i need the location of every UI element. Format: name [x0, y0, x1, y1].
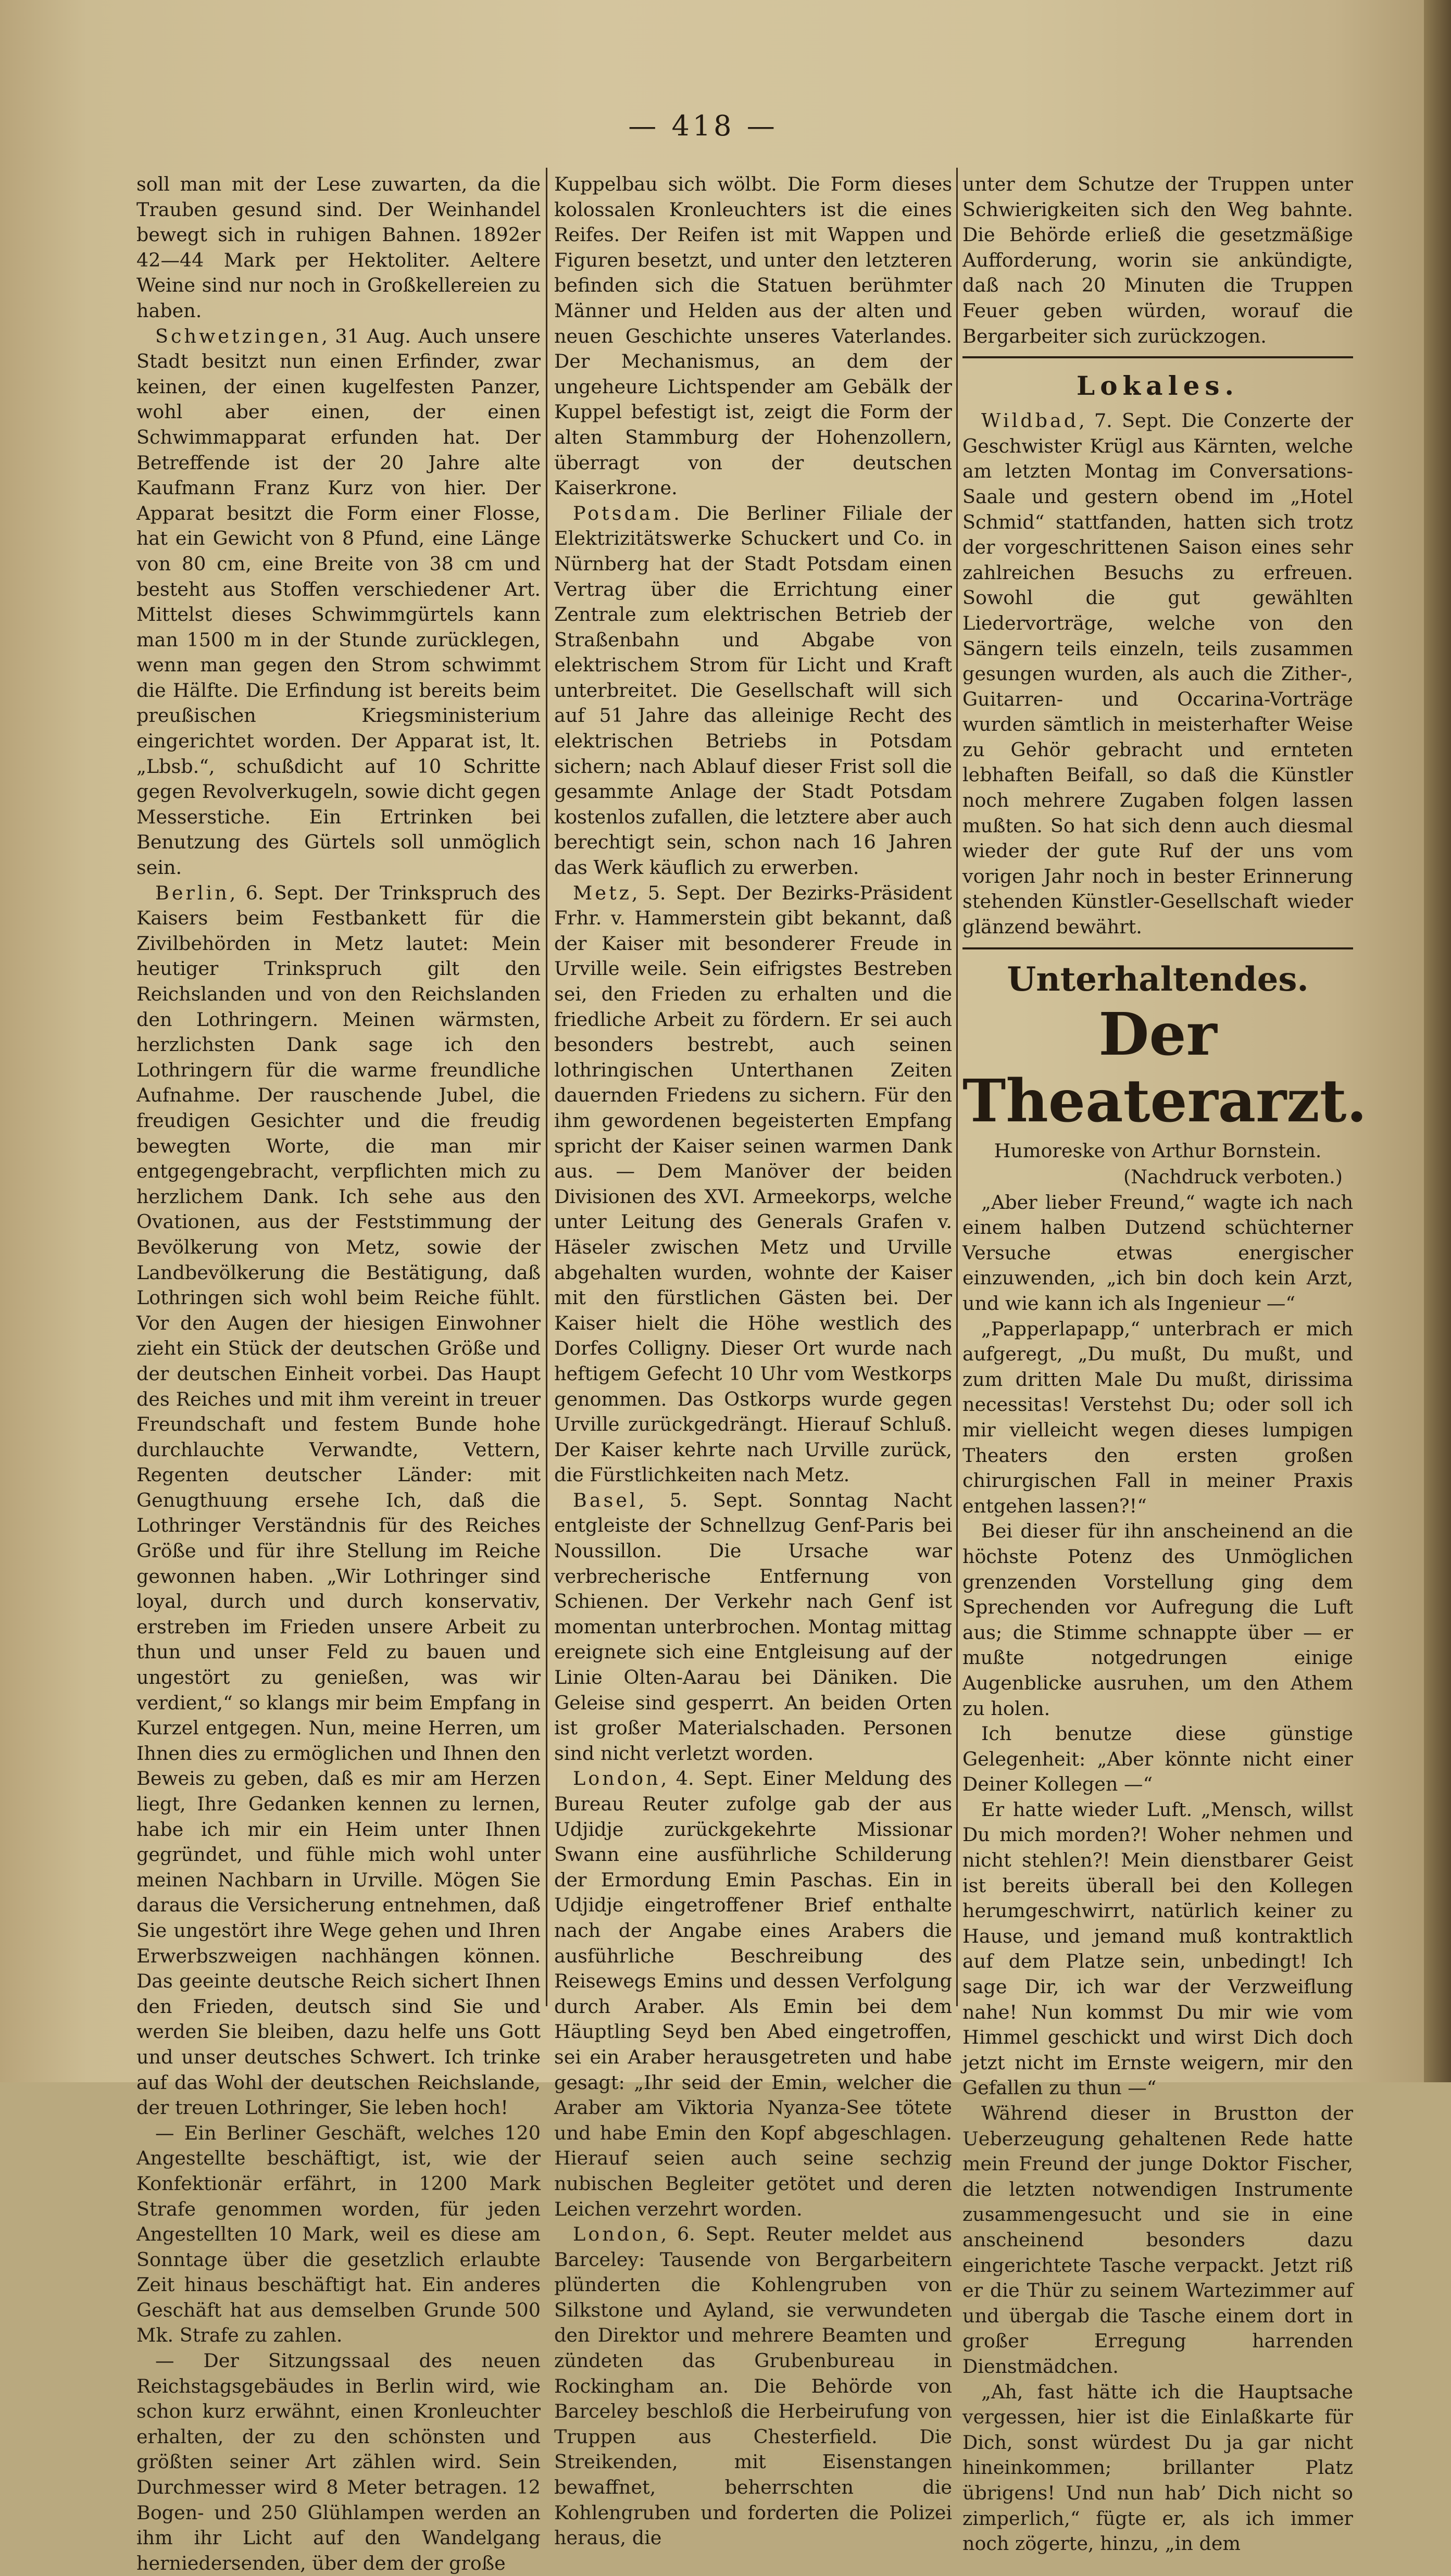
paragraph-basel: [554, 1488, 952, 1767]
section-heading-lokales: Lokales.: [1077, 370, 1239, 402]
dateline-city: London: [573, 1767, 661, 1790]
paragraph-text: , 6. Sept. Der Trinkspruch des Kaisers beim Festbankett für die Zivilbehörden in Metz lautet: Mein heutiger Trinkspruch gilt den Reichslanden und von den Reichslanden den Lothringern. Meinen wärmsten, herzlichsten Dank sage ich den Lothringern für die warme freundliche Aufnahme. Der rauschende Jubel, die freudigen Gesichter und die freudig bewegten Worte, die man mir entgegengebracht, verpflichten mich zu herzlichem Dank. Ich sehe aus den Ovationen, aus der Feststimmung der Bevölkerung von Metz, sowie der Landbevölkerung die Bestätigung, daß Lothringen sich wohl beim Reiche fühlt. Vor den Augen der hiesigen Einwohner zieht ein Stück der deutschen Größe und der deutschen Einheit vorbei. Das Haupt des Reiches und mit ihm vereint in treuer Freundschaft und festem Bunde hohe durchlauchte Verwandte, Vettern, Regenten deutscher Länder: mit Genugthuung ersehe Ich, daß die Lothringer Verständnis für des Reiches Größe und für ihre Stellung im Reiche gewonnen haben. „Wir Lothringer sind loyal, durch und durch konservativ, erstreben im Frieden unsere Arbeit zu thun und unser Feld zu bauen und ungestört zu genießen, was wir verdient,“ so klangs mir beim Empfang in Kurzel entgegen. Nun, meine Herren, um Ihnen dies zu ermöglichen und Ihnen den Beweis zu geben, daß es mir am Herzen liegt, Ihre Gedanken kennen zu lernen, habe ich mir ein Heim unter Ihnen gegründet, und fühle mich wohl unter meinen Nachbarn in Urville. Mögen Sie daraus die Versicherung entnehmen, daß Sie ungestört ihre Wege gehen und Ihren Erwerbszweigen nachhängen können. Das geeinte deutsche Reich sichert Ihnen den Frieden, deutsch sind Sie und werden Sie bleiben, dazu helfe uns Gott und unser deutsches Schwert. Ich trinke auf das Wohl der deutschen Reichslande, der treuen Lothringer, Sie leben hoch!: [136, 881, 541, 2119]
paragraph-schwetzingen: [136, 324, 541, 881]
paragraph-berlin-toast: [136, 881, 541, 2121]
dateline-city: Schwetzingen: [155, 324, 322, 347]
paragraph-text: , 6. Sept. Reuter meldet aus Barceley: Tausende von Bergarbeitern plünderten die Kohlengruben von Silkstone und Ayland, sie verwundeten den Direktor und mehrere Beamten und zündeten das Grubenbureau in Rockingham an. Die Behörde von Barceley beschloß die Herbeirufung von Truppen aus Chesterfield. Die Streikenden, mit Eisenstangen bewaffnet, beherrschten die Kohlengruben und forderten die Polizei heraus, die: [554, 2223, 952, 2549]
column-rule-2: [956, 168, 958, 2006]
column-rule-1: [546, 168, 547, 2006]
paragraph-text: , 7. Sept. Die Conzerte der Geschwister Krügl aus Kärnten, welche am letzten Montag im Conversations-Saale und gestern obend im „Hotel Schmid“ stattfanden, hatten sich trotz der vorgeschrittenen Saison eines sehr zahlreichen Besuchs zu erfreuen. Sowohl die gut gewählten Liedervorträge, welche von den Sängern teils einzeln, teils zusammen gesungen wurden, als auch die Zither-, Guitarren- und Occarina-Vorträge wurden sämtlich in meisterhafter Weise zu Gehör gebracht und ernteten lebhaften Beifall, so daß die Künstler noch mehrere Zugaben folgen lassen mußten. So hat sich denn auch diesmal wieder der gute Ruf der uns vom vorigen Jahr noch in bester Erinnerung stehenden Künstler-Gesellschaft wieder glänzend bewährt.: [962, 409, 1353, 939]
story-paragraph: „Ah, fast hätte ich die Hauptsache vergessen, hier ist die Einlaßkarte für Dich, sonst würdest Du ja gar nicht hineinkommen; brillanter Platz übrigens! Und nun hab’ Dich nicht so zimperlich,“ fügte er, als ich immer noch zögerte, hinzu, „in dem: [962, 2380, 1353, 2555]
dateline-city: Metz: [573, 881, 632, 904]
article-byline: Humoreske von Arthur Bornstein.: [994, 1139, 1322, 1162]
section-divider: [962, 947, 1353, 949]
paragraph-text: , 5. Sept. Sonntag Nacht entgleiste der Schnellzug Genf-Paris bei Noussillon. Die Ursache war verbrecherische Entfernung von Schienen. Der Verkehr nach Genf ist momentan unterbrochen. Montag mittag ereignete sich eine Entgleisung auf der Linie Olten-Aarau bei Däniken. Die Geleise sind gesperrt. An beiden Orten ist großer Materialschaden. Personen sind nicht verletzt worden.: [554, 1489, 952, 1765]
section-heading-unterhaltendes: Unterhaltendes.: [1007, 959, 1309, 999]
dateline-city: London: [573, 2223, 661, 2246]
paragraph-wildbad: [962, 408, 1353, 940]
dateline-city: Wildbad: [981, 409, 1079, 432]
paragraph-chandelier-cont: Kuppelbau sich wölbt. Die Form dieses kolossalen Kronleuchters ist die eines Reifes. Der Reifen ist mit Wappen und Figuren besetzt, und unter den letzteren befinden sich die Statuen berühmter Männer und Helden aus der alten und neuen Geschichte unseres Vaterlandes. Der Mechanismus, an dem der ungeheure Lichtspender am Gebälk der Kuppel befestigt ist, zeigt die Form der alten Stammburg der Hohenzollern, überragt von der deutschen Kaiserkrone.: [554, 173, 952, 499]
story-paragraph: Bei dieser für ihn anscheinend an die höchste Potenz des Unmöglichen grenzenden Vorstellung ging dem Sprechenden vor Aufregung die Luft aus; die Stimme schnappte über — er mußte notgedrungen einige Augenblicke ausruhen, um den Athem zu holen.: [962, 1520, 1353, 1720]
paragraph-text: . Die Berliner Filiale der Elektrizitätswerke Schuckert und Co. in Nürnberg hat der Stadt Potsdam einen Vertrag über die Errichtung einer Zentrale zum elektrischen Betrieb der Straßenbahn und Abgabe von elektrischem Strom für Licht und Kraft unterbreitet. Die Gesellschaft will sich auf 51 Jahre das alleinige Recht des elektrischen Betriebs in Potsdam sichern; nach Ablauf dieser Frist soll die gesammte Anlage der Stadt Potsdam kostenlos zufallen, die letztere aber auch berechtigt sein, schon nach 16 Jahren das Werk käuflich zu erwerben.: [554, 502, 952, 879]
paragraph-text: , 5. Sept. Der Bezirks-Präsident Frhr. v. Hammerstein gibt bekannt, daß der Kaiser mit besonderer Freude in Urville weile. Sein eifrigstes Bestreben sei, den Frieden zu erhalten und die friedliche Arbeit zu fördern. Er sei auch besonders bestrebt, auch seinen lothringischen Unterthanen Zeiten dauernden Friedens zu sichern. Für den ihm gewordenen begeisterten Empfang spricht der Kaiser seinen warmen Dank aus. — Dem Manöver der beiden Divisionen des XVI. Armeekorps, welche unter Leitung des Generals Grafen v. Häseler zwischen Metz und Urville abgehalten wurden, wohnte der Kaiser mit den fürstlichen Gästen bei. Der Kaiser hielt die Höhe westlich des Dorfes Colligny. Dieser Ort wurde nach heftigem Gefecht 10 Uhr vom Westkorps genommen. Das Ostkorps wurde gegen Urville zurückgedrängt. Hierauf Schluß. Der Kaiser kehrte nach Urville zurück, die Fürstlichkeiten nach Metz.: [554, 881, 952, 1486]
page-number: — 418 —: [628, 109, 778, 142]
paragraph-text: , 4. Sept. Einer Meldung des Bureau Reuter zufolge gab der aus Udjidje zurückgekehrte Missionar Swann eine ausführliche Schilderung der Ermordung Emin Paschas. Ein in Udjidje eingetroffener Brief enthalte nach der Angabe eines Arabers die ausführliche Beschreibung des Reisewegs Emins und dessen Verfolgung durch Araber. Als Emin bei dem Häuptling Seyd ben Abed eingetroffen, sei ein Araber herausgetreten und habe gesagt: „Ihr seid der Emin, welcher die Araber am Viktoria Nyanza-See tötete und habe Emin den Kopf abgeschlagen. Hierauf seien auch seine sechzig nubischen Begleiter getötet und deren Leichen verzehrt worden.: [554, 1767, 952, 2220]
section-divider: [962, 356, 1353, 358]
paragraph-london-emin: [554, 1766, 952, 2222]
story-paragraph: Während dieser in Brustton der Ueberzeugung gehaltenen Rede hatte mein Freund der junge Doktor Fischer, die letzten notwendigen Instrumente zusammengesucht und sie in eine anscheinend besonders dazu eingerichtete Tasche verpackt. Jetzt riß er die Thür zu seinem Wartezimmer auf und übergab die Tasche einem dort in großer Erregung harrenden Dienstmädchen.: [962, 2102, 1353, 2378]
dateline-city: Basel: [573, 1489, 639, 1511]
article-title: Der Theaterarzt.: [962, 1000, 1367, 1135]
paragraph-miners-cont: unter dem Schutze der Truppen unter Schwierigkeiten sich den Weg bahnte. Die Behörde erließ die gesetzmäßige Aufforderung, worin sie ankündigte, daß nach 20 Minuten die Truppen Feuer geben würden, worauf die Bergarbeiter sich zurückzogen.: [962, 173, 1353, 347]
story-paragraph: „Papperlapapp,“ unterbrach er mich aufgeregt, „Du mußt, Du mußt, und zum dritten Male Du mußt, dirissima necessitas! Verstehst Du; oder soll ich mir vielleicht wegen dieses lumpigen Theaters den ersten großen chirurgischen Fall in meiner Praxis entgehen lassen?!“: [962, 1317, 1353, 1517]
paragraph-potsdam: [554, 501, 952, 881]
column-2: [554, 172, 952, 2549]
book-spine-shadow: [1424, 0, 1451, 2082]
column-3: [962, 172, 1367, 2555]
column-1: [136, 172, 541, 2574]
paragraph-text: , 31 Aug. Auch unsere Stadt besitzt nun einen Erfinder, zwar keinen, der einen kugelfesten Panzer, wohl aber einen, der einen Schwimmapparat erfunden hat. Der Betreffende ist der 20 Jahre alte Kaufmann Franz Kurz von hier. Der Apparat besitzt die Form einer Flosse, hat ein Gewicht von 8 Pfund, eine Länge von 80 cm, eine Breite von 38 cm und besteht aus Stoffen verschiedener Art. Mittelst dieses Schwimmgürtels kann man 1500 m in der Stunde zurücklegen, wenn man gegen den Strom schwimmt die Hälfte. Die Erfindung ist bereits beim preußischen Kriegsministerium eingerichtet worden. Der Apparat ist, lt. „Lbsb.“, schußdicht auf 10 Schritte gegen Revolverkugeln, sowie dicht gegen Messerstiche. Ein Ertrinken bei Benutzung des Gürtels soll unmöglich sein.: [136, 324, 541, 879]
dateline-city: Berlin: [155, 881, 230, 904]
dateline-city: Potsdam: [573, 502, 674, 524]
story-paragraph: „Aber lieber Freund,“ wagte ich nach einem halben Dutzend schüchterner Versuche etwas energischer einzuwenden, „ich bin doch kein Arzt, und wie kann ich als Ingenieur —“: [962, 1191, 1353, 1315]
paragraph-metz: [554, 881, 952, 1488]
paragraph-reichstag-chandelier: — Der Sitzungssaal des neuen Reichstagsgebäudes in Berlin wird, wie schon kurz erwähnt, einen Kronleuchter erhalten, der zu den schönsten und größten seiner Art zählen wird. Sein Durchmesser wird 8 Meter betragen. 12 Bogen- und 250 Glühlampen werden an ihm ihr Licht auf den Wandelgang herniedersenden, über dem der große: [136, 2349, 541, 2574]
paragraph-berlin-shop: — Ein Berliner Geschäft, welches 120 Angestellte beschäftigt, ist, wie der Konfektionär erfährt, in 1200 Mark Strafe genommen worden, für jeden Angestellten 10 Mark, weil es diese am Sonntage über die gesetzlich erlaubte Zeit hinaus beschäftigt hat. Ein anderes Geschäft hat aus demselben Grunde 500 Mk. Strafe zu zahlen.: [136, 2121, 541, 2347]
story-paragraph: Er hatte wieder Luft. „Mensch, willst Du mich morden?! Woher nehmen und nicht stehlen?! Mein dienstbarer Geist ist bereits überall bei den Kollegen herumgeschwirrt, natürlich keiner zu Hause, und jemand muß kontraktlich auf dem Platze sein, unbedingt! Ich sage Dir, ich war der Verzweiflung nahe! Nun kommst Du mir wie vom Himmel geschickt und wirst Dich doch jetzt nicht im Ernste weigern, mir den Gefallen zu thun —“: [962, 1798, 1353, 2099]
reprint-note: (Nachdruck verboten.): [1123, 1165, 1343, 1188]
paragraph-wine-report: soll man mit der Lese zuwarten, da die Trauben gesund sind. Der Weinhandel bewegt sich in ruhigen Bahnen. 1892er 42—44 Mark per Hektoliter. Aeltere Weine sind nur noch in Großkellereien zu haben.: [136, 173, 541, 322]
story-paragraph: Ich benutze diese günstige Gelegenheit: „Aber könnte nicht einer Deiner Kollegen —“: [962, 1722, 1353, 1796]
paragraph-london-miners: [554, 2222, 952, 2551]
